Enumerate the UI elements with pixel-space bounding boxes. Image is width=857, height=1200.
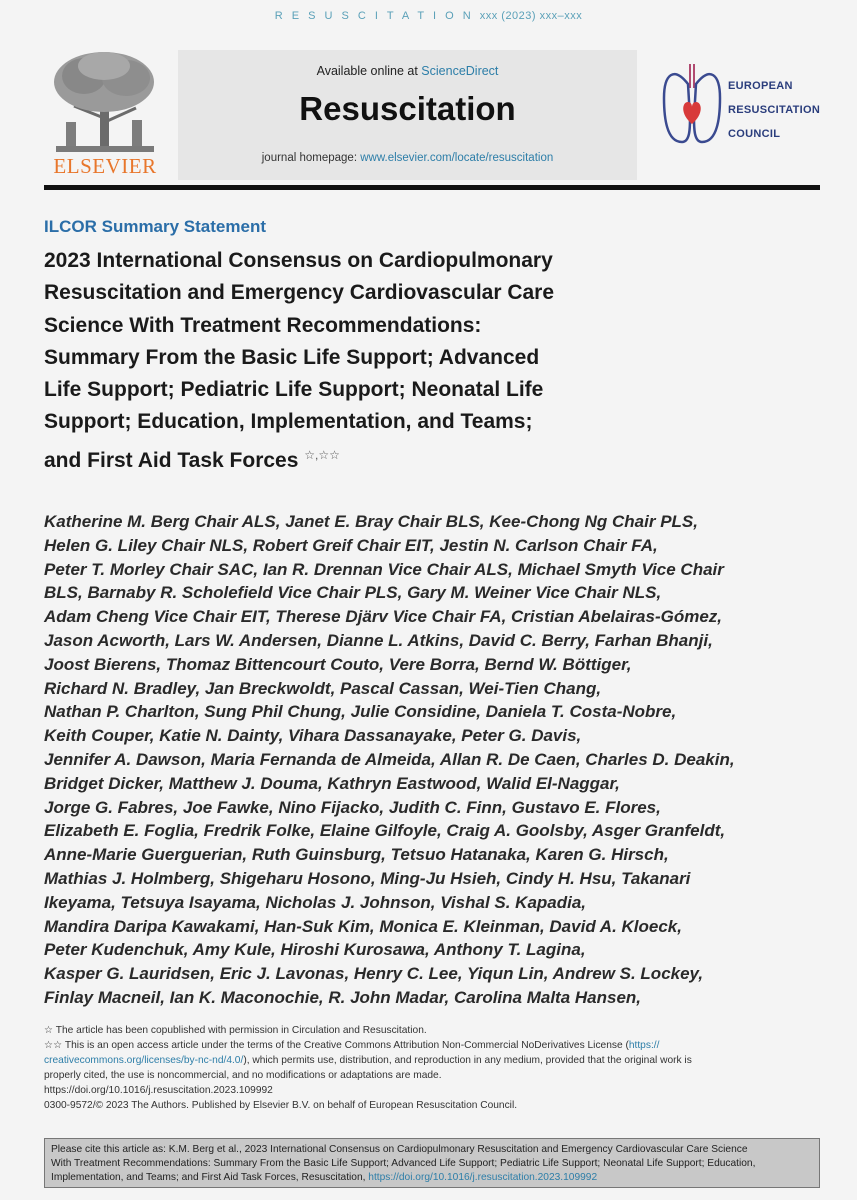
journal-title: Resuscitation — [299, 90, 516, 127]
homepage-link[interactable]: www.elsevier.com/locate/resuscitation — [360, 152, 554, 164]
title-last-line: and First Aid Task Forces ☆,☆☆ — [44, 447, 340, 472]
license-link[interactable]: creativecommons.org/licenses/by-nc-nd/4.0/ — [44, 1055, 244, 1066]
available-online: Available online at ScienceDirect — [316, 64, 499, 78]
footnotes: ☆ The article has been copublished with permission in Circulation and Resuscitation. ☆☆ This is an open access article under the terms of the Creative Commons Attribution Non-Commercial NoDerivatives License (https:// creativecommons.org/licenses/by-nc-nd/4.0/), which permits use, distribution, and reproduction in any medium, provided that the original work is properly cited, the use is noncommercial, and no modifications or adaptations are made. https://doi.org/10.1016/j.resuscitation.2023.109992 0300-9572/© 2023 The Authors. Published by Elsevier B.V. on behalf of European Resuscitation Council. — [44, 1023, 820, 1113]
footnote-markers[interactable]: ☆,☆☆ — [304, 447, 340, 462]
journal-masthead — [178, 50, 637, 180]
erc-name: EUROPEAN RESUSCITATION COUNCIL — [728, 80, 821, 140]
header-rule — [44, 185, 820, 190]
sciencedirect-link[interactable]: ScienceDirect — [421, 64, 499, 78]
copyright-line: 0300-9572/© 2023 The Authors. Published by Elsevier B.V. on behalf of European Resuscitation Council. — [44, 1100, 518, 1111]
publisher-name: ELSEVIER — [53, 154, 157, 178]
article-title: 2023 International Consensus on Cardiopulmonary Resuscitation and Emergency Cardiovascular Care Science With Treatment Recommendations: Summary From the Basic Life Support; Advanced Life Support; Pediatric Life Support; Neonatal Life Support; Education, Implementation, and Teams; and First Aid Task Forces ☆,☆☆ — [44, 245, 804, 477]
citation-doi-link[interactable]: https://doi.org/10.1016/j.resuscitation.2023.109992 — [368, 1172, 598, 1183]
citation-box: Please cite this article as: K.M. Berg et al., 2023 International Consensus on Cardiopulmonary Resuscitation and Emergency Cardiovascular Care Science With Treatment Recommendations: Summary From the Basic Life Support; Advanced Life Support; Pediatric Life Support; Neonatal Life Support; Education, Implementation, and Teams; and First Aid Task Forces, Resuscitation, https://doi.org/10.1016/j.resuscitation.2023.109992 — [44, 1138, 820, 1188]
erc-logo — [660, 58, 830, 158]
lungs-heart-icon — [660, 58, 724, 150]
author-list: Katherine M. Berg Chair ALS, Janet E. Bray Chair BLS, Kee-Chong Ng Chair PLS, Helen G. Liley Chair NLS, Robert Greif Chair EIT, Jestin N. Carlson Chair FA, Peter T. Morley Chair SAC, Ian R. Drennan Vice Chair ALS, Michael Smyth Vice Chair BLS, Barnaby R. Scholefield Vice Chair PLS, Gary M. Weiner Vice Chair NLS, Adam Cheng Vice Chair EIT, Therese Djärv Vice Chair FA, Cristian Abelairas-Gómez, Jason Acworth, Lars W. Andersen, Dianne L. Atkins, David C. Berry, Farhan Bhanji, Joost Bierens, Thomaz Bittencourt Couto, Vere Borra, Bernd W. Böttiger, Richard N. Bradley, Jan Breckwoldt, Pascal Cassan, Wei-Tien Chang, Nathan P. Charlton, Sung Phil Chung, Julie Considine, Daniela T. Costa-Nobre, Keith Couper, Katie N. Dainty, Vihara Dassanayake, Peter G. Davis, Jennifer A. Dawson, Maria Fernanda de Almeida, Allan R. De Caen, Charles D. Deakin, Bridget Dicker, Matthew J. Douma, Kathryn Eastwood, Walid El-Naggar, Jorge G. Fabres, Joe Fawke, Nino Fijacko, Judith C. Finn, Gustavo E. Flores, Elizabeth E. Foglia, Fredrik Folke, Elaine Gilfoyle, Craig A. Goolsby, Asger Granfeldt, Anne-Marie Guerguerian, Ruth Guinsburg, Tetsuo Hatanaka, Karen G. Hirsch, Mathias J. Holmberg, Shigeharu Hosono, Ming-Ju Hsieh, Cindy H. Hsu, Takanari Ikeyama, Tetsuya Isayama, Nicholas J. Johnson, Vishal S. Kapadia, Mandira Daripa Kawakami, Han-Suk Kim, Monica E. Kleinman, David A. Kloeck, Peter Kudenchuk, Amy Kule, Hiroshi Kurosawa, Anthony T. Lagina, Kasper G. Lauridsen, Eric J. Lavonas, Henry C. Lee, Yiqun Lin, Andrew S. Lockey, Finlay Macneil, Ian K. Maconochie, R. John Madar, Carolina Malta Hansen, — [44, 512, 735, 1007]
doi-link[interactable]: https://doi.org/10.1016/j.resuscitation.2023.109992 — [44, 1085, 273, 1096]
license-link-start[interactable]: https:// — [628, 1040, 660, 1051]
footnote-license: ☆☆ This is an open access article under the terms of the Creative Commons Attribution Non-Commercial NoDerivatives License (https:// — [44, 1040, 660, 1051]
section-label: ILCOR Summary Statement — [44, 217, 266, 236]
journal-homepage: journal homepage: www.elsevier.com/locate/resuscitation — [261, 152, 554, 164]
footnote-copublished: ☆ The article has been copublished with permission in Circulation and Resuscitation. — [44, 1025, 427, 1036]
running-head: R E S U S C I T A T I O N xxx (2023) xxx–xxx — [274, 10, 583, 22]
